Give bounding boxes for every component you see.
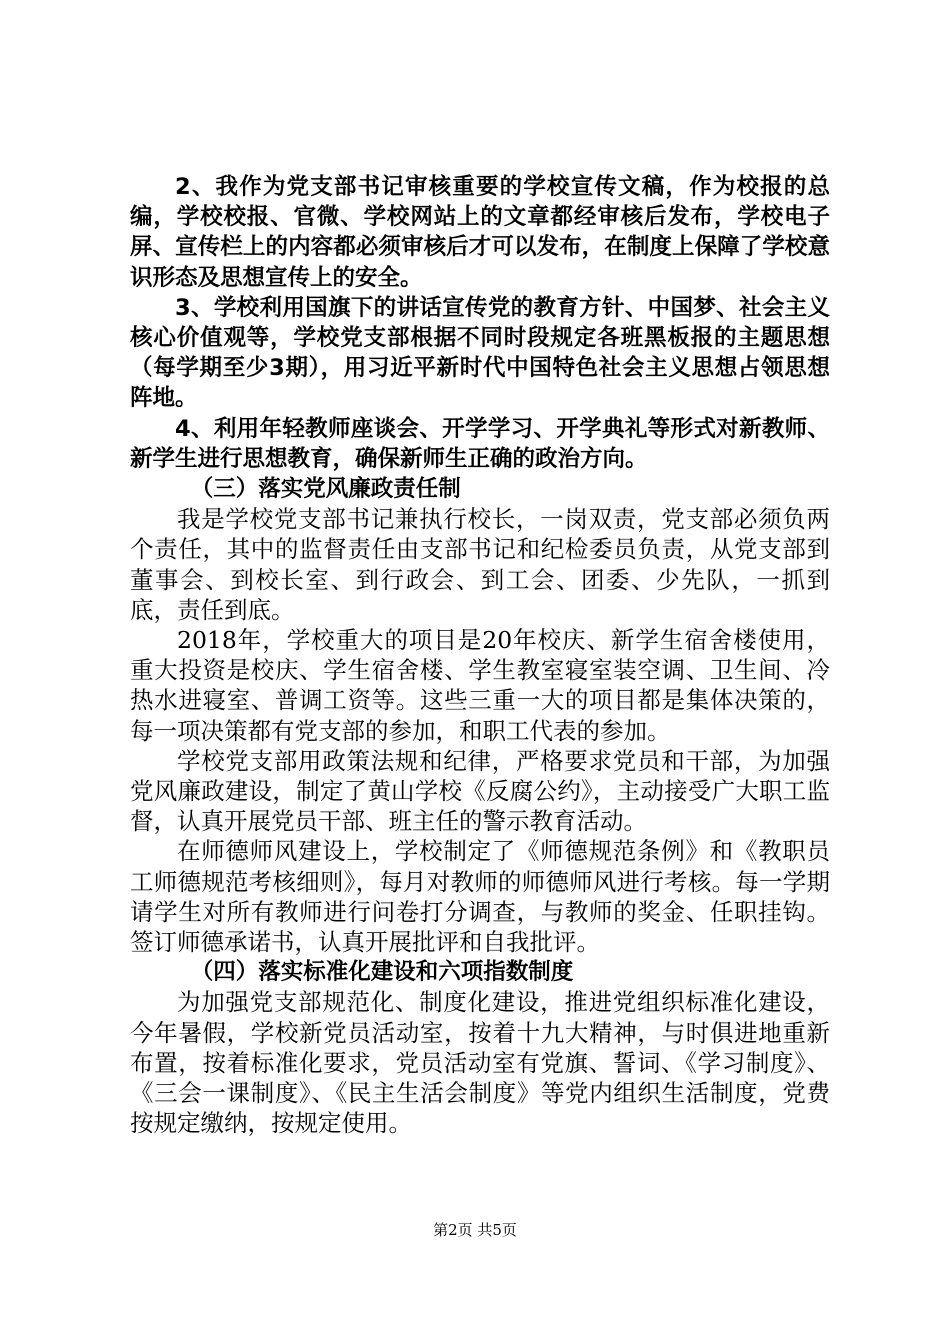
paragraph-teacher-ethics: 在师德师风建设上，学校制定了《师德规范条例》和《教职员工师德规范考核细则》，每月对教师的师德师风进行考核。每一学期请学生对所有教师进行问卷打分调查，与教师的奖金、任职挂钩。签订师德承诺书，认真开展批评和自我批评。 — [130, 837, 830, 957]
paragraph-anti-corruption: 学校党支部用政策法规和纪律，严格要求党员和干部，为加强党风廉政建设，制定了黄山学校《反腐公约》，主动接受广大职工监督，认真开展党员干部、班主任的警示教育活动。 — [130, 746, 830, 836]
document-body — [130, 172, 830, 1139]
paragraph-flag-speech: 3、学校利用国旗下的讲话宣传党的教育方针、中国梦、社会主义核心价值观等，学校党支部根据不同时段规定各班黑板报的主题思想（每学期至少3期），用习近平新时代中国特色社会主义思想占领思想阵地。 — [130, 294, 830, 412]
section-heading-standardization: （四）落实标准化建设和六项指数制度 — [190, 959, 574, 986]
section-heading-integrity: （三）落实党风廉政责任制 — [190, 476, 461, 503]
paragraph-activity-room: 为加强党支部规范化、制度化建设，推进党组织标准化建设，今年暑假，学校新党员活动室，按着十九大精神，与时俱进地重新布置，按着标准化要求，党员活动室有党旗、誓词、《学习制度》、《三会一课制度》、《民主生活会制度》等党内组织生活制度，党费按规定缴纳，按规定使用。 — [130, 988, 830, 1138]
paragraph-major-projects: 2018年，学校重大的项目是20年校庆、新学生宿舍楼使用，重大投资是校庆、学生宿舍楼、学生教室寝室装空调、卫生间、冷热水进寝室、普调工资等。这些三重一大的项目都是集体决策的，每一项决策都有党支部的参加，和职工代表的参加。 — [130, 626, 830, 745]
paragraph-dual-responsibility: 我是学校党支部书记兼执行校长，一岗双责，党支部必须负两个责任，其中的监督责任由支部书记和纪检委员负责，从党支部到董事会、到校长室、到行政会、到工会、团委、少先队，一抓到底，责任到底。 — [130, 505, 830, 624]
paragraph-teacher-education: 4、利用年轻教师座谈会、开学学习、开学典礼等形式对新教师、新学生进行思想教育，确保新师生正确的政治方向。 — [130, 415, 830, 472]
page-number-footer: 第2页 共5页 — [433, 1221, 517, 1239]
paragraph-review-publicity: 2、我作为党支部书记审核重要的学校宣传文稿，作为校报的总编，学校校报、官微、学校网站上的文章都经审核后发布，学校电子屏、宣传栏上的内容都必须审核后才可以发布，在制度上保障了学校意识形态及思想宣传上的安全。 — [130, 174, 830, 291]
